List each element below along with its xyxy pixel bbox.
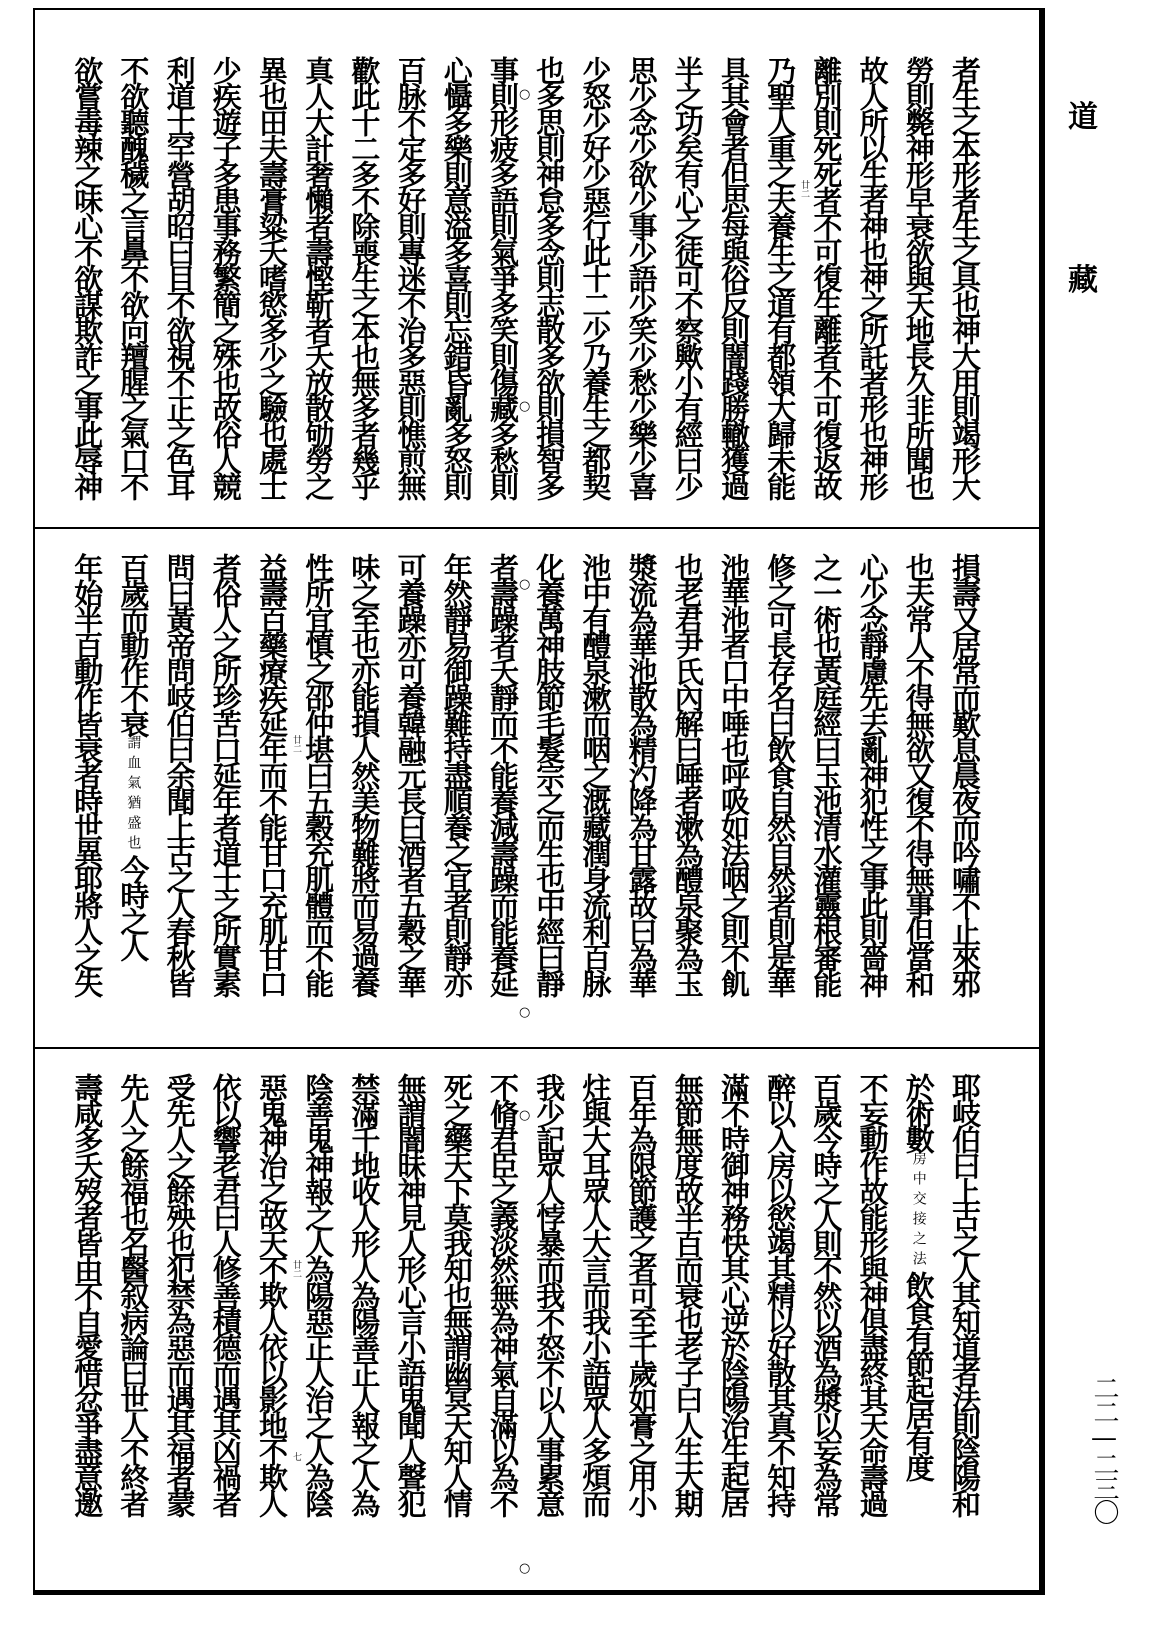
column-text: 漿流為華池散為精汋降為甘露故曰為華 [624,553,659,995]
text-column [532,553,567,995]
collection-title-char: 道 [1068,100,1098,135]
column-text: 欲嘗毒辣之味心不欲謀欺詐之事此辱神 [70,56,105,498]
text-column [393,56,428,498]
column-text: 年然靜易御躁難持盡順養之宜者則靜亦 [439,553,474,995]
text-column [624,56,659,498]
column-text: 味之至也亦能損人然美物難將而易過養 [347,553,382,995]
column-text: 問曰黃帝問岐伯曰余聞上古之人春秋皆 [162,553,197,995]
column-text: 死之藥天下莫我知也無謂幽冥天知人情 [439,1073,474,1515]
column-text: 化養萬神肢節毛髮宗之而生也中經曰靜 [532,553,567,995]
column-text: 惡鬼神治之故天不欺人依以影地不欺人 [255,1073,289,1515]
text-column [763,1073,798,1515]
column-text: 滿不時御神務快其心逆於陰陽治生起居 [717,1073,751,1515]
paragraph-marker: ○ [519,1561,531,1576]
text-column [578,56,613,498]
text-column [439,56,474,498]
interlinear-note: 房中交接之法 [910,1151,927,1271]
column-text: 年始半百動作皆衰者時世異耶將人之失 [70,553,105,995]
column-text: 池中有醴泉漱而咽之溉藏潤身流利百脉 [578,553,613,995]
column-text: 勞則斃神形早衰欲與天地長久非所聞也 [901,56,936,498]
column-text: 不妄動作故能形與神俱盡終其天命壽過 [855,1073,890,1515]
column-text: 壽咸多夭歿者皆由不自愛惜忿爭盡意邀 [70,1073,105,1515]
text-column [301,56,336,498]
text-column [488,553,518,995]
text-column [719,1073,749,1515]
column-text: 之一術也黃庭經曰玉池清水灌靈根審能 [809,553,844,995]
column-text: 池華池者口中唾也呼吸如法咽之則不飢 [717,553,751,995]
text-column [670,1073,705,1515]
text-column [901,1073,936,1479]
column-text: 損壽又居常而歎息晨夜而吟嘯不止來邪 [948,553,982,995]
text-column [208,553,243,995]
text-column [950,56,980,498]
column-text: 也多思則神怠多念則志散多欲則損智多 [532,56,567,498]
text-column [578,1073,613,1515]
text-column [763,553,798,995]
column-text: 不欲聽醜穢之言鼻不欲向羶腥之氣口不 [116,56,151,498]
column-text: 心懾多樂則意溢多喜則忘錯昏亂多怒則 [439,56,474,498]
page-mark: 廿二 [291,735,301,753]
text-column [855,1073,890,1515]
text-column [624,1073,659,1515]
paragraph-marker: ○ [519,577,531,592]
column-text: 事則形疲多語則氣爭多笑則傷藏多愁則 [486,56,520,498]
column-text: 百歲今時之人則不然以酒為漿以妄為常 [809,1073,844,1515]
column-text: 百年為限節護之者可至千歲如膏之用小 [624,1073,659,1515]
text-column [301,553,336,995]
text-column [347,1073,382,1515]
text-column [670,56,705,498]
text-column [532,56,567,498]
interlinear-note: 謂血氣猶盛也 [125,735,142,855]
column-text: 故人所以生者神也神之所託者形也神形 [855,56,890,498]
column-text: 醉以入房以慾竭其精以好散其真不知持 [763,1073,798,1515]
paragraph-marker: ○ [519,1108,531,1123]
column-text: 少疾遊子多患事務繁簡之殊也故俗人競 [208,56,243,498]
column-text: 我少記眾人悖暴而我不怒不以人事累意 [532,1073,567,1515]
column-text: 可養躁亦可養韓融元長曰酒者五穀之華 [393,553,428,995]
column-text: 於術數 [901,1073,936,1151]
text-column [670,553,705,995]
column-text: 異也田夫壽膏粱夭嗜慾多少之驗也處士 [255,56,289,498]
text-column [70,553,105,995]
text-column [624,553,659,995]
text-column [439,553,474,995]
column-text: 性所宜慎之邵仲堪曰五穀充肌體而不能 [301,553,336,995]
text-column [901,56,936,498]
text-column [208,1073,243,1515]
text-column [809,56,844,498]
text-column [488,56,518,498]
panel-divider [33,1047,1043,1049]
column-text: 不脩君臣之義淡然無為神氣自滿以為不 [486,1073,520,1515]
text-column [488,1073,518,1515]
paragraph-marker: ○ [519,399,531,414]
column-text: 依以響老君曰人修善積德而遇其凶禍者 [208,1073,243,1515]
column-text: 無節無度故半百而衰也老子曰人生大期 [670,1073,705,1515]
text-column [257,56,287,498]
column-text: 具其會者但思每與俗反則闇踐勝轍獲過 [717,56,751,498]
column-text: 修之可長存名曰飲食自然自然者則是華 [763,553,798,995]
column-text: 者壽躁者夭靜而不能養減壽躁而能養延 [486,553,520,995]
collection-title-char: 藏 [1068,263,1098,298]
text-column [719,553,749,995]
text-column [347,553,382,995]
text-column [439,1073,474,1515]
column-text: 百歲而動作不衰 [116,553,151,735]
column-text: 百脉不定多好則專迷不治多惡則憔煎無 [393,56,428,498]
column-text: 心少念靜慮先去亂神犯性之事此則嗇神 [855,553,890,995]
text-column [809,553,844,995]
text-column [855,56,890,498]
column-text: 乃聖人重之夫養生之道有都領大歸未能 [763,56,798,498]
text-column [901,553,936,995]
page-mark: 七 [291,1452,301,1461]
text-column [162,1073,197,1515]
column-text: 也夫常人不得無欲又復不得無事但當和 [901,553,936,995]
column-text: 也老君尹氏內解曰唾者漱為醴泉聚為玉 [670,553,705,995]
text-column [301,1073,336,1515]
column-text: 耶岐伯曰上古之人其知道者法則陰陽和 [948,1073,982,1515]
column-text: 先人之餘福也名醫叙病論曰世人不終者 [116,1073,151,1515]
text-column [763,56,798,498]
text-column [70,56,105,498]
page-mark: 廿二 [799,180,809,198]
paragraph-marker: ○ [519,1005,531,1020]
text-column [950,553,980,995]
column-text: 炷與大耳眾人大言而我小語眾人多煩而 [578,1073,613,1515]
text-column [393,1073,428,1515]
text-column [257,553,287,995]
text-column [208,56,243,498]
text-column [950,1073,980,1515]
paragraph-marker: ○ [519,87,531,102]
page-number: 二二—二三〇 [1089,1375,1119,1523]
column-text: 思少念少欲少事少語少笑少愁少樂少喜 [624,56,659,498]
page-mark: 廿二 [291,1260,301,1278]
text-column [393,553,428,995]
text-column [809,1073,844,1515]
text-column [578,553,613,995]
column-text: 者生之本形者生之具也神大用則竭形大 [948,56,982,498]
column-text: 少怒少好少惡行此十二少乃養生之都契 [578,56,613,498]
column-text: 半之功矣有心之徒可不察歟小有經曰少 [670,56,705,498]
column-text: 益壽百藥療疾延年而不能甘口充肌甘口 [255,553,289,995]
column-text: 受先人之餘殃也犯禁為惡而遇其福者蒙 [162,1073,197,1515]
text-column [855,553,890,995]
text-column [116,56,151,498]
column-text: 飲食有節起居有度 [901,1271,936,1479]
text-column [257,1073,287,1515]
text-column [116,553,151,959]
column-text: 真人大計奢懶者壽慳靳者夭放散劬勞之 [301,56,336,498]
column-text: 今時之人 [116,855,151,959]
column-text: 離別則死死者不可復生離者不可復返故 [809,56,844,498]
column-text: 利道士罕營胡昭曰目不欲視不正之色耳 [162,56,197,498]
text-column [347,56,382,498]
text-column [162,56,197,498]
text-column [116,1073,151,1515]
text-column [719,56,749,498]
text-column [70,1073,105,1515]
text-column [532,1073,567,1515]
column-text: 歡此十二多不除喪生之本也無多者幾乎 [347,56,382,498]
column-text: 無謂闇昧神見人形心言小語鬼聞人聲犯 [393,1073,428,1515]
column-text: 陰善鬼神報之人為陽惡正人治之人為陰 [301,1073,336,1515]
column-text: 者俗人之所珍苦口延年者道士之所實素 [208,553,243,995]
panel-divider [33,527,1043,529]
text-column [162,553,197,995]
column-text: 禁滿千地收人形人為陽善正人報之人為 [347,1073,382,1515]
